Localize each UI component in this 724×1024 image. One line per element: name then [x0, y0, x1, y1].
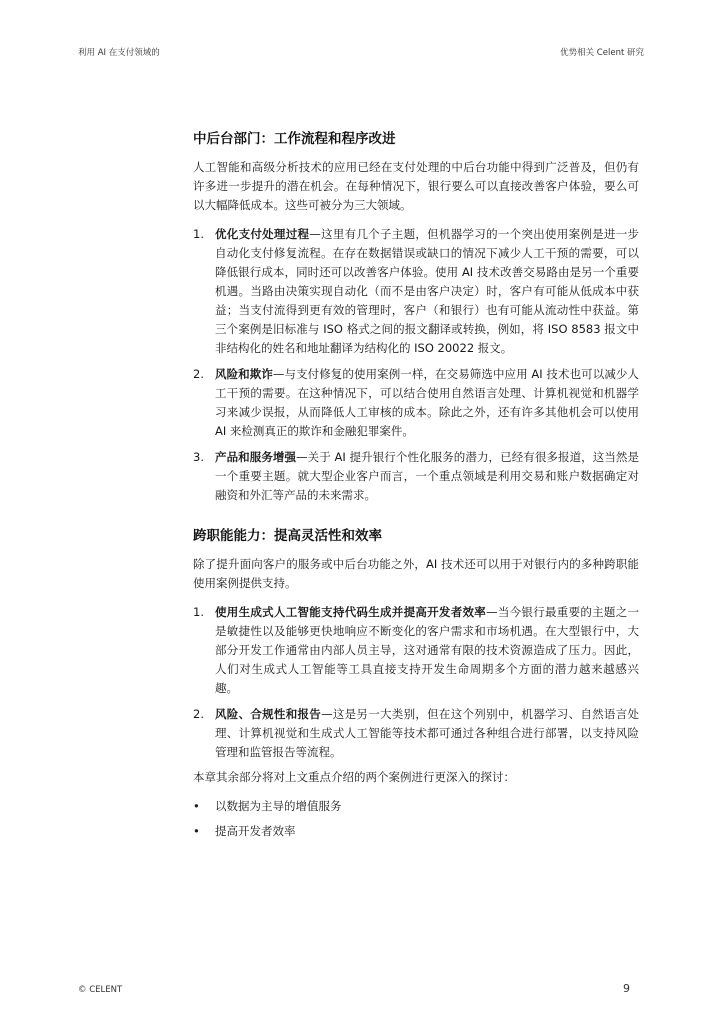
item-text: —与支付修复的使用案例一样，在交易筛选中应用 AI 技术也可以减少人工干预的需要。在这种情况下，可以结合使用自然语言处理、计算机视觉和机器学习来减少误报，从而降低人工审核的成本。除此之外，还有许多其他机会可以使用 AI 来检测真正的欺诈和金融犯罪案件。 — [215, 367, 639, 438]
item-number: 1. — [193, 605, 204, 619]
item-number: 3. — [193, 450, 204, 464]
bullet-item — [193, 822, 639, 841]
page-number: 9 — [623, 982, 630, 995]
list-item — [193, 365, 639, 441]
main-content — [193, 130, 639, 847]
item-text: —这里有几个子主题，但机器学习的一个突出使用案例是进一步自动化支付修复流程。在存在数据错误或缺口的情况下减少人工干预的需要，可以降低银行成本，同时还可以改善客户体验。使用 AI 技术改善交易路由是另一个重要机遇。当路由决策实现自动化（而不是由客户决定）时，客户有可能从低成本中获益；当支付流得到更有效的管理时，客户（和银行）也有可能从流动性中获益。第三个案例是旧标准与 ISO 格式之间的报文翻译或转换，例如，将 ISO 8583 报文中非结构化的姓名和地址翻译为结构化的 ISO 20022 报文。 — [215, 227, 640, 355]
item-term: 使用生成式人工智能支持代码生成并提高开发者效率 — [215, 605, 487, 619]
item-text: —这是另一大类别，但在这个列别中，机器学习、自然语言处理、计算机视觉和生成式人工智能等技术都可通过各种组合进行部署，以支持风险管理和监管报告等流程。 — [215, 707, 640, 759]
bullet-icon: • — [193, 824, 200, 838]
item-term: 产品和服务增强 — [215, 450, 297, 464]
item-text: —关于 AI 提升银行个性化服务的潜力，已经有很多报道，这当然是一个重要主题。就大型企业客户而言，一个重点领域是利用交易和账户数据确定对融资和外汇等产品的未来需求。 — [215, 450, 639, 502]
item-term: 优化支付处理过程 — [215, 227, 310, 241]
section1-heading: 中后台部门：工作流程和程序改进 — [193, 131, 396, 147]
footer-copyright: © CELENT — [78, 985, 123, 995]
section2-intro: 除了提升面向客户的服务或中后台功能之外，AI 技术还可以用于对银行内的多种跨职能使用案例提供支持。 — [193, 557, 639, 590]
section1-list — [193, 225, 639, 505]
item-text: —当今银行最重要的主题之一是敏捷性以及能够更快地响应不断变化的客户需求和市场机遇。在大型银行中，大部分开发工作通常由内部人员主导，这对通常有限的技术资源造成了压力。因此，人们对生成式人工智能等工具直接支持开发生命周期多个方面的潜力越来越感兴趣。 — [215, 605, 640, 695]
item-term: 风险、合规性和报告 — [215, 707, 322, 721]
bullet-item — [193, 797, 639, 816]
list-item — [193, 603, 639, 698]
bullet-text: 提高开发者效率 — [215, 824, 296, 838]
section2-heading: 跨职能能力：提高灵活性和效率 — [193, 528, 382, 544]
section1-intro: 人工智能和高级分析技术的应用已经在支付处理的中后台功能中得到广泛普及，但仍有许多进一步提升的潜在机会。在每种情况下，银行要么可以直接改善客户体验，要么可以大幅降低成本。这些可被分为三大领域。 — [193, 160, 639, 212]
list-item — [193, 448, 639, 505]
bullet-icon: • — [193, 799, 200, 813]
section2-list — [193, 603, 639, 762]
list-item — [193, 705, 639, 762]
section2-closing: 本章其余部分将对上文重点介绍的两个案例进行更深入的探讨： — [193, 770, 515, 784]
item-number: 1. — [193, 227, 204, 241]
bullet-list — [193, 797, 639, 841]
item-number: 2. — [193, 367, 204, 381]
item-number: 2. — [193, 707, 204, 721]
item-term: 风险和欺诈 — [215, 367, 273, 381]
header-right-title: 优势相关 Celent 研究 — [560, 48, 644, 58]
bullet-text: 以数据为主导的增值服务 — [215, 799, 342, 813]
list-item — [193, 225, 639, 358]
header-left-title: 利用 AI 在支付领域的 — [78, 48, 160, 58]
